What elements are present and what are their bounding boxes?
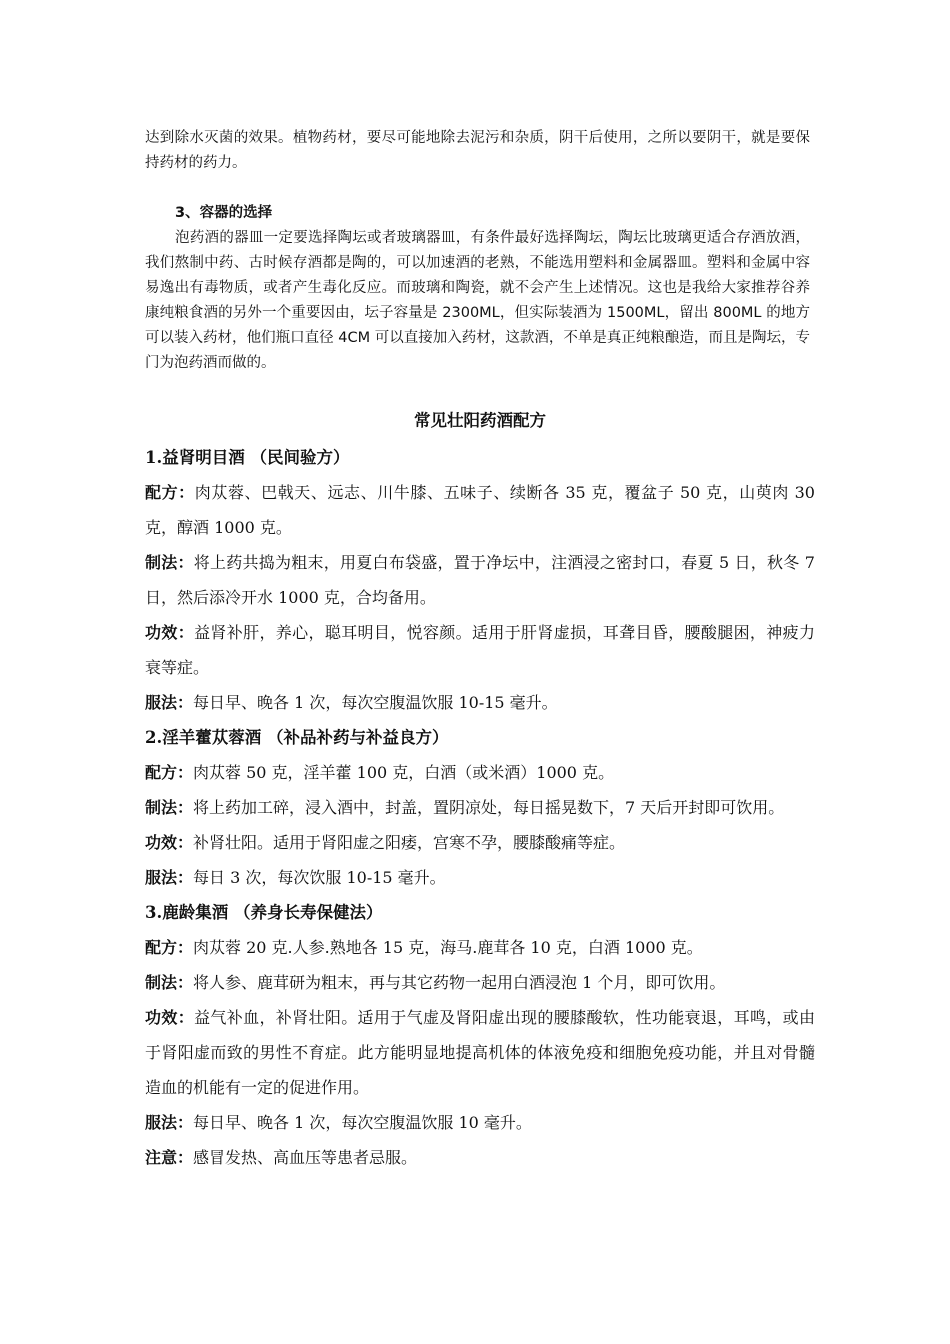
- recipe-field: [145, 615, 815, 685]
- field-label: 功效：: [145, 1008, 195, 1027]
- recipe-title: 3.鹿龄集酒 （养身长寿保健法）: [145, 903, 383, 922]
- container-section: [145, 201, 810, 376]
- intro-section: [145, 126, 810, 176]
- recipe-field: [145, 825, 815, 860]
- recipes-section: [145, 406, 815, 1175]
- recipe-field: [145, 1105, 815, 1140]
- field-label: 制法：: [145, 798, 194, 817]
- field-text: 补肾壮阳。适用于肾阳虚之阳痿，宫寒不孕，腰膝酸痛等症。: [193, 833, 626, 852]
- field-label: 服法：: [145, 1113, 194, 1132]
- field-text: 益气补血，补肾壮阳。适用于气虚及肾阳虚出现的腰膝酸软，性功能衰退，耳鸣，或由于肾阳虚而致的男性不育症。此方能明显地提高机体的体液免疫和细胞免疫功能，并且对骨髓造血的机能有一定的促进作用。: [145, 1008, 815, 1097]
- field-text: 将上药加工碎，浸入酒中，封盖，置阴凉处，每日摇晃数下，7 天后开封即可饮用。: [193, 798, 785, 817]
- intro-paragraph: 达到除水灭菌的效果。植物药材，要尽可能地除去泥污和杂质，阴干后使用，之所以要阴干，就是要保持药材的药力。: [145, 130, 810, 171]
- recipe-field: [145, 1140, 815, 1175]
- recipe-field: [145, 790, 815, 825]
- field-label: 注意：: [145, 1148, 194, 1167]
- section-heading: 3、容器的选择: [175, 205, 273, 221]
- field-text: 肉苁蓉 20 克.人参.熟地各 15 克，海马.鹿茸各 10 克，白酒 1000 克。: [193, 938, 703, 957]
- section-body: 泡药酒的器皿一定要选择陶坛或者玻璃器皿，有条件最好选择陶坛，陶坛比玻璃更适合存酒放酒，我们熬制中药、古时候存酒都是陶的，可以加速酒的老熟，不能选用塑料和金属器皿。塑料和金属中容易逸出有毒物质，或者产生毒化反应。而玻璃和陶瓷，就不会产生上述情况。这也是我给大家推荐谷养康纯粮食酒的另外一个重要因由，坛子容量是 2300ML，但实际装酒为 1500ML，留出 800ML 的地方可以装入药材，他们瓶口直径 4CM 可以直接加入药材，这款酒，不单是真正纯粮酿造，而且是陶坛，专门为泡药酒而做的。: [145, 230, 810, 371]
- recipe: [145, 440, 815, 720]
- recipe-title: 1.益肾明目酒 （民间验方）: [145, 448, 350, 467]
- field-label: 配方：: [145, 483, 195, 502]
- field-text: 每日早、晚各 1 次，每次空腹温饮服 10 毫升。: [193, 1113, 532, 1132]
- recipe-field: [145, 860, 815, 895]
- recipe-field: [145, 1000, 815, 1105]
- field-label: 制法：: [145, 973, 194, 992]
- field-label: 配方：: [145, 938, 194, 957]
- field-text: 肉苁蓉、巴戟天、远志、川牛膝、五味子、续断各 35 克，覆盆子 50 克，山萸肉 30 克，醇酒 1000 克。: [145, 483, 815, 537]
- field-text: 每日早、晚各 1 次，每次空腹温饮服 10-15 毫升。: [193, 693, 558, 712]
- recipe-field: [145, 475, 815, 545]
- field-text: 每日 3 次，每次饮服 10-15 毫升。: [193, 868, 446, 887]
- field-label: 功效：: [145, 623, 195, 642]
- recipe: [145, 895, 815, 1175]
- recipe-field: [145, 545, 815, 615]
- field-label: 功效：: [145, 833, 194, 852]
- recipe-field: [145, 965, 815, 1000]
- recipe-field: [145, 930, 815, 965]
- recipes-title: 常见壮阳药酒配方: [414, 411, 546, 430]
- field-text: 感冒发热、高血压等患者忌服。: [193, 1148, 418, 1167]
- field-text: 将人参、鹿茸研为粗末，再与其它药物一起用白酒浸泡 1 个月，即可饮用。: [193, 973, 726, 992]
- field-label: 服法：: [145, 693, 194, 712]
- field-text: 肉苁蓉 50 克，淫羊藿 100 克，白酒（或米酒）1000 克。: [193, 763, 615, 782]
- recipe-title: 2.淫羊藿苁蓉酒 （补品补药与补益良方）: [145, 728, 449, 747]
- recipe-field: [145, 685, 815, 720]
- field-label: 配方：: [145, 763, 194, 782]
- field-label: 制法：: [145, 553, 194, 572]
- field-label: 服法：: [145, 868, 194, 887]
- field-text: 将上药共捣为粗末，用夏白布袋盛，置于净坛中，注酒浸之密封口，春夏 5 日，秋冬 7 日，然后添冷开水 1000 克，合均备用。: [145, 553, 815, 607]
- recipe-field: [145, 755, 815, 790]
- recipe: [145, 720, 815, 895]
- field-text: 益肾补肝，养心，聪耳明目，悦容颜。适用于肝肾虚损，耳聋目昏，腰酸腿困，神疲力衰等症。: [145, 623, 815, 677]
